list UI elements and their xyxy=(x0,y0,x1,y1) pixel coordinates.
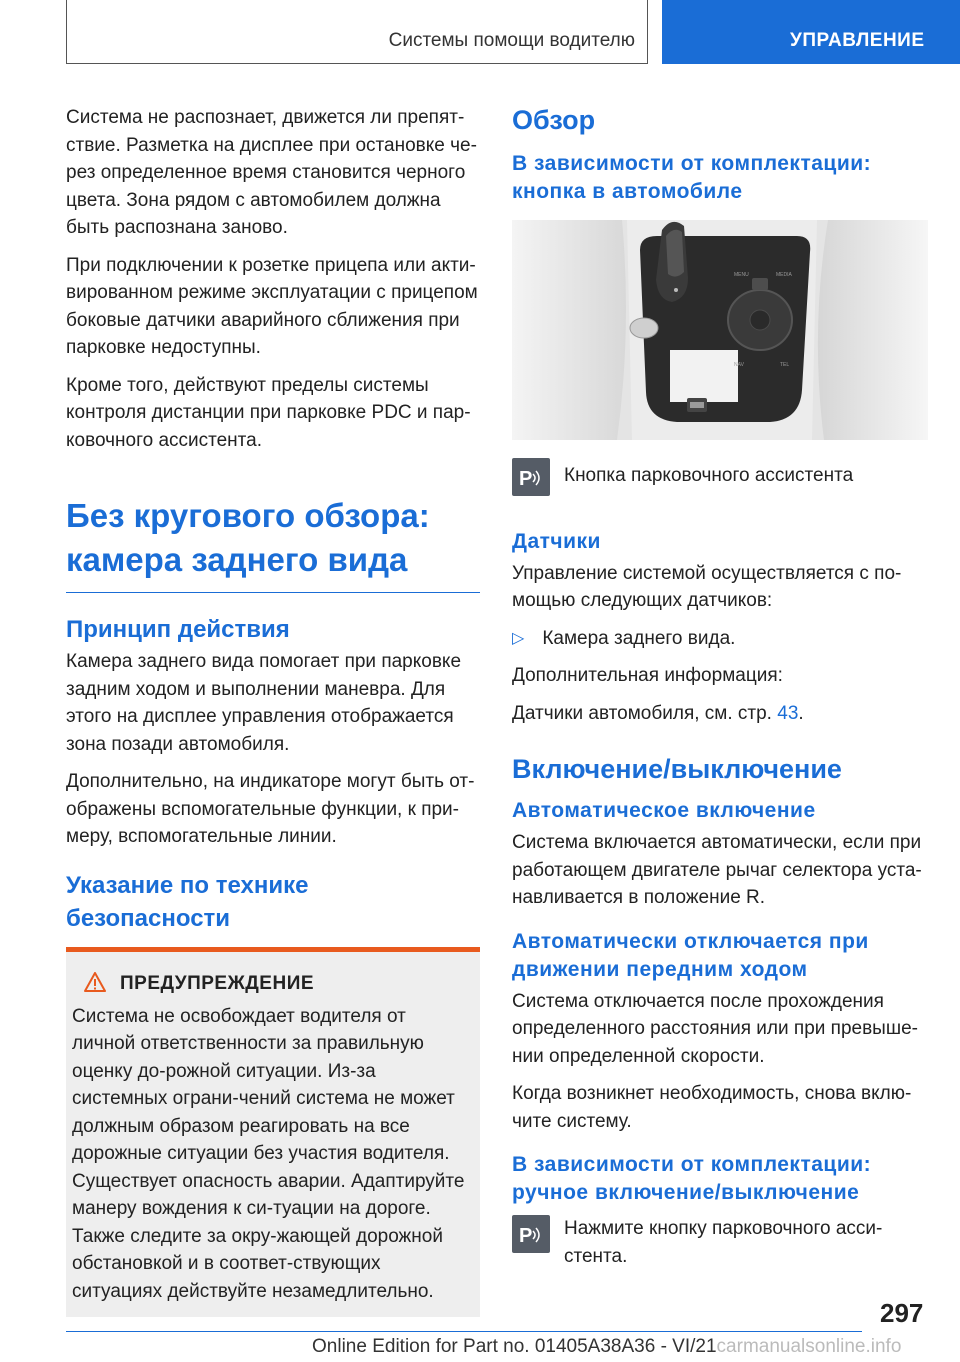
extra-info-label: Дополнительная информация: xyxy=(512,665,783,686)
header-chapter-title: УПРАВЛЕНИЕ xyxy=(790,30,925,51)
right-column xyxy=(512,104,928,1290)
principle-heading: Принцип действия xyxy=(66,616,290,643)
warning-text: Система не освобождает водителя от личной ответственности за правильную оценку до-рожной ситуации. Из-за системных ограни-чений система не может должным образом реагировать на все дорожные ситуации без участия водителя. Существует опасность аварии. Адаптируйте манеру вождения к си-туации на дороге. Также следите за окру-жающей дорожной обстановкой и в соответ-ствующих ситуациях действуйте незамедлительно. xyxy=(72,1005,465,1302)
page-reference-link[interactable]: 43 xyxy=(777,702,799,724)
sensors-text: Управление системой осуществляется с по-мощью следующих датчиков: xyxy=(512,562,902,611)
list-item xyxy=(512,625,928,653)
onoff-heading: Включение/выключение xyxy=(512,754,842,784)
intro-paragraph-3: Кроме того, действуют пределы системы контроля дистанции при парковке PDC и пар-ковочного ассистента. xyxy=(66,374,471,451)
footer-divider xyxy=(66,1331,862,1332)
manual-text: Нажмите кнопку парковочного асси-стента. xyxy=(564,1218,883,1267)
console-label-nav: NAV xyxy=(734,362,744,368)
sensors-reference: Датчики автомобиля, см. стр. 43. xyxy=(512,702,804,724)
principle-paragraph-1: Камера заднего вида помогает при парковке задним ходом и выполнении маневра. Для этого на дисплее управления отображается зона позади автомобиля. xyxy=(66,651,462,755)
auto-off-text-2: Когда возникнет необходимость, снова вклю-чите систему. xyxy=(512,1083,912,1132)
warning-label: ПРЕДУПРЕЖДЕНИЕ xyxy=(120,973,315,994)
main-title-line-1: Без кругового обзора: xyxy=(66,497,430,534)
sensors-heading: Датчики xyxy=(512,529,601,553)
principle-paragraph-2: Дополнительно, на индикаторе могут быть от-ображены вспомогательные функции, к при-меру, вспомогательные линии. xyxy=(66,771,475,847)
main-title-line-2: камера заднего вида xyxy=(66,541,408,578)
center-console-photo xyxy=(512,220,928,440)
warning-box xyxy=(66,947,480,1318)
auto-on-heading: Автоматическое включение xyxy=(512,799,816,822)
safety-heading-line-2: безопасности xyxy=(66,904,231,932)
page-number: 297 xyxy=(880,1298,924,1328)
svg-text:P: P xyxy=(519,468,533,490)
left-column xyxy=(66,104,480,1317)
footer-edition: Online Edition for Part no. 01405A38A36 - VI/21carmanualsonline.info xyxy=(312,1336,902,1357)
safety-heading-line-1: Указание по технике xyxy=(66,871,309,899)
variant-heading: В зависимости от комплектации: кнопка в автомобиле xyxy=(512,152,872,203)
park-assist-button-caption: Кнопка парковочного ассистента xyxy=(564,465,854,486)
title-divider xyxy=(66,592,480,593)
console-label-media: MEDIA xyxy=(776,272,792,278)
auto-off-text-1: Система отключается после прохождения определенного расстояния или при превыше-нии определенной скорости. xyxy=(512,990,918,1067)
svg-text:P: P xyxy=(519,1225,533,1247)
intro-paragraph-1: Система не распознает, движется ли препят-ствие. Разметка на дисплее при остановке че-рез определенное время становится черного цвета. Зона рядом с автомобилем должна быть распознана заново. xyxy=(66,107,477,238)
park-assist-button-icon xyxy=(512,458,550,496)
park-assist-button-icon xyxy=(512,1215,550,1253)
header-section-title: Системы помощи водителю xyxy=(388,30,635,51)
header-chapter-tab xyxy=(662,0,960,64)
auto-off-heading: Автоматически отключается при движении передним ходом xyxy=(512,929,869,981)
overview-heading: Обзор xyxy=(512,105,596,135)
intro-paragraph-2: При подключении к розетке прицепа или акти-вированном режиме эксплуатации с прицепом боковые датчики аварийного сближения при парковке недоступны. xyxy=(66,254,478,358)
warning-triangle-icon xyxy=(84,972,106,997)
auto-on-text: Система включается автоматически, если при работающем двигателе рычаг селектора уста-навливается в положение R. xyxy=(512,832,922,908)
triangle-bullet-icon: ▷ xyxy=(512,629,525,647)
header-section-box xyxy=(66,0,648,64)
console-label-tel: TEL xyxy=(780,362,790,368)
console-label-menu: MENU xyxy=(734,272,749,278)
footer-watermark: carmanualsonline.info xyxy=(716,1336,902,1357)
manual-heading: В зависимости от комплектации: ручное включение/выключение xyxy=(512,1153,872,1204)
sensors-item: Камера заднего вида. xyxy=(542,627,736,649)
